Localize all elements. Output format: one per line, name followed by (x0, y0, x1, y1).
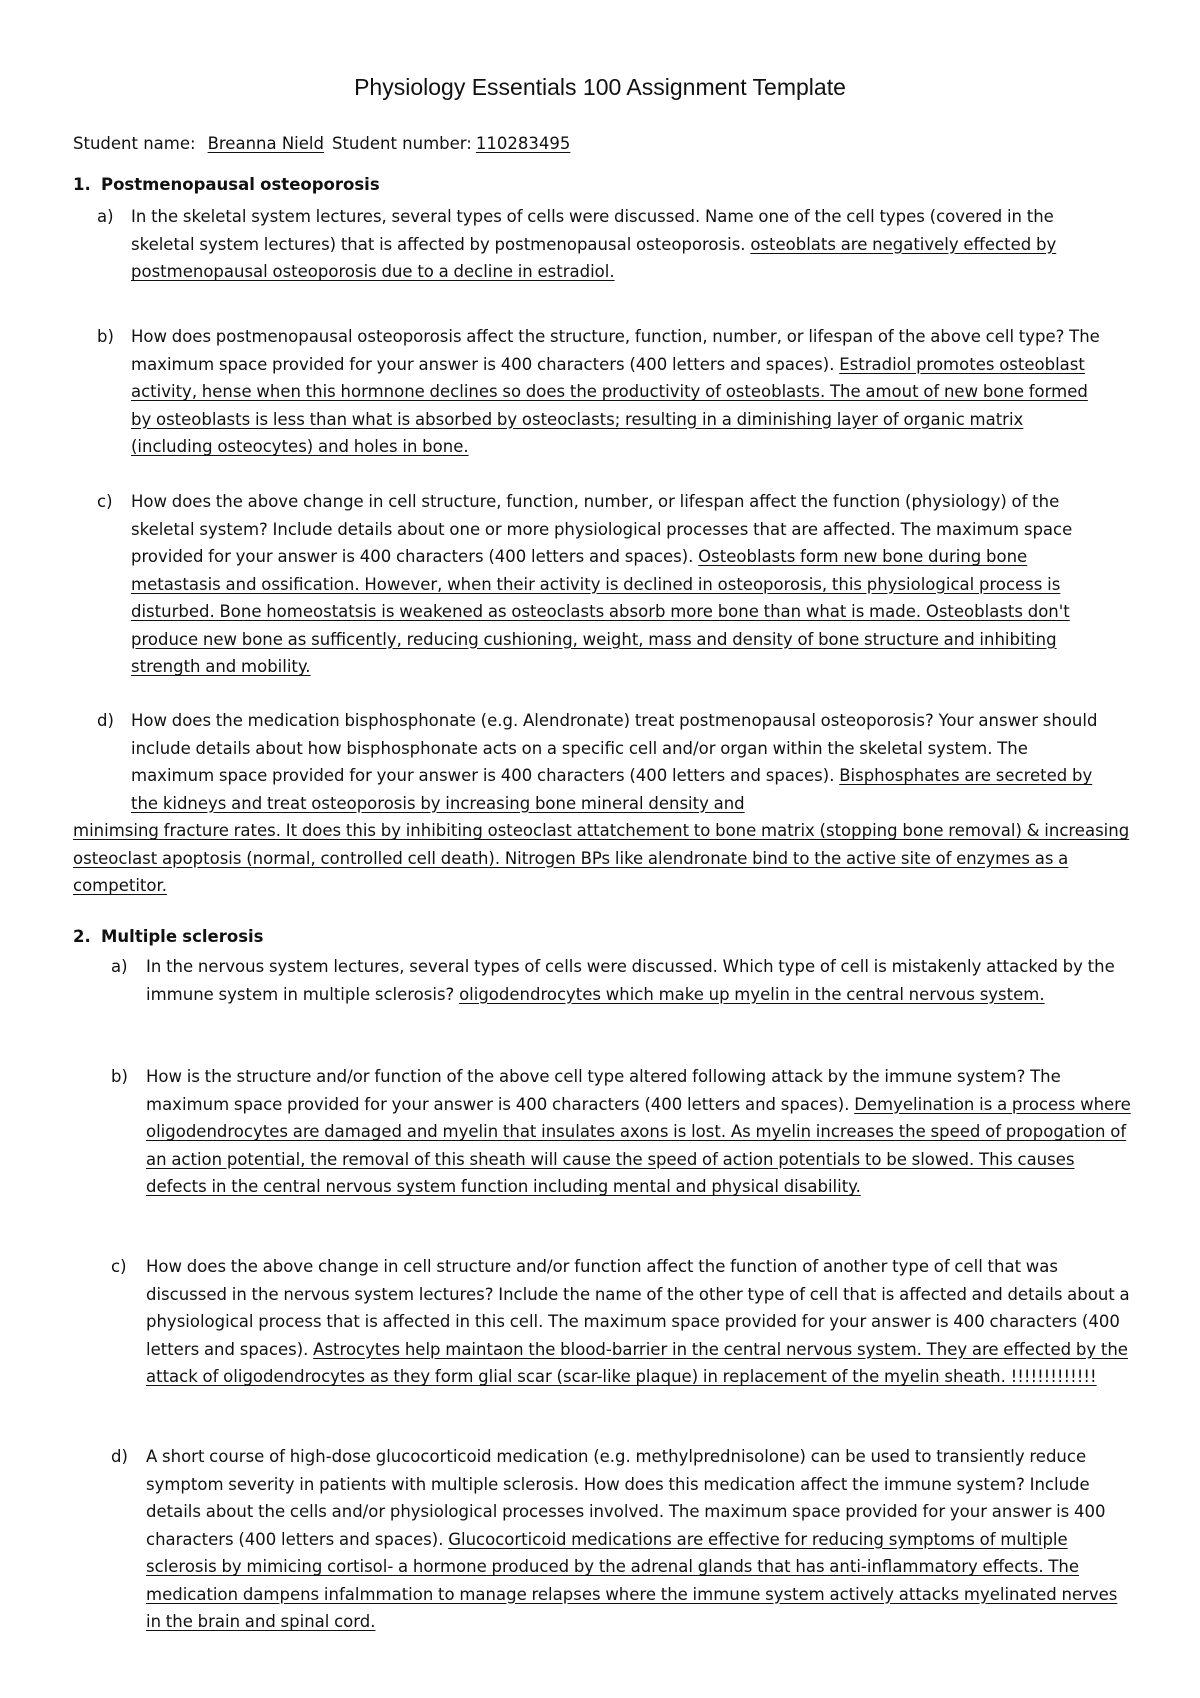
answer-1b: Estradiol promotes osteoblast activity, hense when this hormnone declines so does the productivity of osteoblasts. The amout of new bone formed by osteoblasts is less than what is absorbed by osteoclasts; resulting in a diminishing layer of organic matrix (including osteocytes) and holes in bone. (131, 354, 1088, 456)
section-1-heading (73, 174, 1133, 196)
section-1-title: Postmenopausal osteoporosis (101, 175, 380, 194)
question-1d (131, 707, 1106, 817)
question-1c-text: How does the above change in cell structure, function, number, or lifespan affect the function (physiology) of the skeletal system? Include details about one or more physiological processes that are affected. The maximum space provided for your answer is 400 characters (400 letters and spaces). (131, 492, 1073, 566)
question-2c-text: How does the above change in cell structure and/or function affect the function of another type of cell that was discussed in the nervous system lectures? Include the name of the other type of cell that is affected and details about a physiological process that is affected in this cell. The maximum space provided for your answer is 400 characters (400 letters and spaces). (146, 1257, 1130, 1359)
question-2d-marker: d) (111, 1447, 128, 1466)
question-1c-marker: c) (97, 492, 113, 511)
question-2a-marker: a) (111, 957, 128, 976)
question-2b-text: How is the structure and/or function of the above cell type altered following attack by the immune system? The maximum space provided for your answer is 400 characters (400 letters and spaces). (146, 1067, 1061, 1114)
question-2c (146, 1253, 1136, 1391)
section-2-heading (73, 926, 1133, 948)
question-1a-marker: a) (97, 207, 114, 226)
question-2b (146, 1063, 1136, 1201)
answer-1d-first: Bisphosphates are secreted by the kidneys and treat osteoporosis by increasing bone mineral density and (131, 766, 1093, 813)
section-2-number: 2. (73, 927, 91, 946)
question-1a (131, 203, 1106, 286)
student-name-label: Student name: (73, 134, 196, 153)
question-2c-marker: c) (111, 1257, 127, 1276)
question-2a (146, 953, 1121, 1008)
student-info-line (73, 133, 570, 155)
question-1c (131, 488, 1106, 681)
question-2d-text: A short course of high-dose glucocorticoid medication (e.g. methylprednisolone) can be used to transiently reduce symptom severity in patients with multiple sclerosis. How does this medication affect the immune system? Include details about the cells and/or physiological processes involved. The maximum space provided for your answer is 400 characters (400 letters and spaces). (146, 1447, 1106, 1549)
answer-1d-continued (73, 817, 1133, 900)
question-1d-text: How does the medication bisphosphonate (e.g. Alendronate) treat postmenopausal osteoporosis? Your answer should include details about how bisphosphonate acts on a specific cell and/or organ within the skeletal system. The maximum space provided for your answer is 400 characters (400 letters and spaces). (131, 711, 1098, 785)
section-2-title: Multiple sclerosis (101, 927, 264, 946)
answer-2c: Astrocytes help maintaon the blood-barrier in the central nervous system. They are effected by the attack of oligodendrocytes as they form glial scar (scar-like plaque) in replacement of the myelin sheath. !!!!!!!!!!!!! (146, 1339, 1128, 1386)
student-number-value: 110283495 (475, 134, 571, 153)
question-2b-marker: b) (111, 1067, 128, 1086)
question-1d-marker: d) (97, 711, 114, 730)
student-name-value: Breanna Nield (207, 134, 324, 153)
question-1a-text: In the skeletal system lectures, several types of cells were discussed. Name one of the cell types (covered in the skeletal system lectures) that is affected by postmenopausal osteoporosis. (131, 207, 1054, 254)
document-title: Physiology Essentials 100 Assignment Template (354, 74, 846, 100)
section-1-number: 1. (73, 175, 91, 194)
answer-1c: Osteoblasts form new bone during bone metastasis and ossification. However, when their activity is declined in osteoporosis, this physiological process is disturbed. Bone homeostatsis is weakened as osteoclasts absorb more bone than what is made. Osteoblasts don't produce new bone as sufficently, reducing cushioning, weight, mass and density of bone structure and inhibiting strength and mobility. (131, 547, 1070, 676)
question-1b (131, 323, 1106, 461)
student-number-label: Student number: (331, 134, 472, 153)
question-2d (146, 1443, 1136, 1636)
answer-1d-rest: minimsing fracture rates. It does this by inhibiting osteoclast attatchement to bone matrix (stopping bone removal) & increasing osteoclast apoptosis (normal, controlled cell death). Nitrogen BPs like alendronate bind to the active site of enzymes as a competitor. (73, 821, 1130, 895)
answer-2d: Glucocorticoid medications are effective for reducing symptoms of multiple sclerosis by mimicing cortisol- a hormone produced by the adrenal glands that has anti-inflammatory effects. The medication dampens infalmmation to manage relapses where the immune system actively attacks myelinated nerves in the brain and spinal cord. (146, 1529, 1118, 1631)
question-2a-text: In the nervous system lectures, several types of cells were discussed. Which type of cell is mistakenly attacked by the immune system in multiple sclerosis? (146, 957, 1115, 1004)
question-1b-marker: b) (97, 327, 114, 346)
answer-2a: oligodendrocytes which make up myelin in the central nervous system. (459, 984, 1045, 1004)
answer-1a: osteoblats are negatively effected by postmenopausal osteoporosis due to a decline in estradiol. (131, 234, 1057, 281)
question-1b-text: How does postmenopausal osteoporosis affect the structure, function, number, or lifespan of the above cell type? The maximum space provided for your answer is 400 characters (400 letters and spaces). (131, 327, 1100, 374)
answer-2b: Demyelination is a process where oligodendrocytes are damaged and myelin that insulates axons is lost. As myelin increases the speed of propogation of an action potential, the removal of this sheath will cause the speed of action potentials to be slowed. This causes defects in the central nervous system function including mental and physical disability. (146, 1094, 1131, 1196)
